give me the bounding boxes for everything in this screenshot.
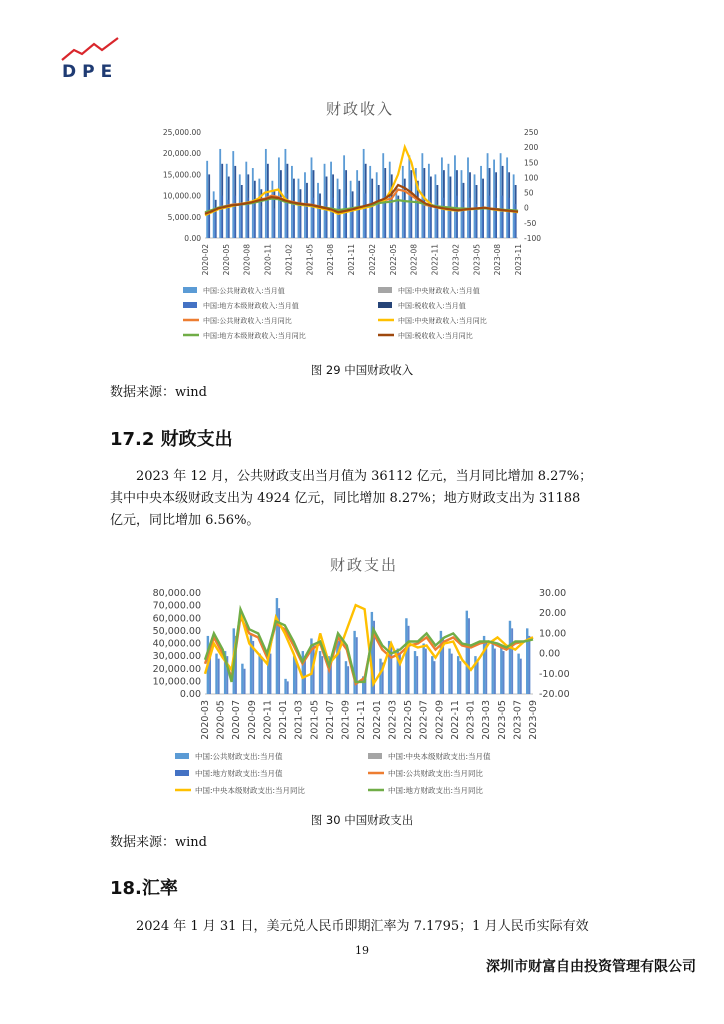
bar bbox=[491, 644, 493, 695]
bar bbox=[226, 164, 228, 238]
x-tick-label: 2023-08 bbox=[493, 243, 503, 276]
y2-tick-label: 50 bbox=[524, 188, 534, 198]
legend-swatch bbox=[183, 302, 197, 308]
legend-label: 中国:公共财政收入:当月同比 bbox=[203, 317, 292, 325]
bar bbox=[506, 157, 508, 238]
bar bbox=[343, 155, 345, 238]
bar bbox=[345, 196, 346, 238]
bar bbox=[422, 644, 424, 695]
y-tick-label: 60,000.00 bbox=[152, 613, 201, 625]
y2-tick-label: 150 bbox=[524, 158, 539, 168]
bar bbox=[456, 196, 457, 238]
bar bbox=[431, 656, 433, 694]
bar bbox=[483, 636, 485, 694]
bar bbox=[273, 208, 274, 238]
bar bbox=[218, 659, 220, 694]
bar bbox=[379, 659, 381, 694]
bar bbox=[405, 618, 407, 694]
x-tick-label: 2020-09 bbox=[246, 700, 258, 740]
legend-swatch bbox=[175, 753, 189, 759]
bar bbox=[365, 193, 366, 238]
section-17-2-heading: 17.2 财政支出 bbox=[110, 429, 233, 450]
bar bbox=[441, 157, 443, 238]
bar bbox=[425, 649, 427, 694]
fiscal-revenue-chart bbox=[0, 120, 724, 350]
legend-label: 中国:中央财政收入:当月值 bbox=[398, 287, 480, 295]
bar bbox=[378, 204, 379, 238]
bar bbox=[319, 208, 320, 238]
bar bbox=[449, 200, 450, 238]
bar bbox=[391, 200, 392, 238]
bar bbox=[416, 656, 418, 694]
y-tick-label: 20,000.00 bbox=[162, 149, 201, 159]
bar bbox=[500, 153, 502, 238]
x-tick-label: 2021-02 bbox=[284, 244, 294, 276]
bar bbox=[208, 200, 209, 238]
x-tick-label: 2021-01 bbox=[278, 700, 290, 740]
chart1-source: 数据来源：wind bbox=[110, 385, 207, 400]
bar bbox=[276, 598, 278, 694]
legend-label: 中国:公共财政支出:当月值 bbox=[195, 752, 283, 761]
bar bbox=[284, 679, 286, 694]
y-tick-label: 5,000.00 bbox=[167, 212, 201, 222]
bar bbox=[363, 149, 365, 238]
chart2-source: 数据来源：wind bbox=[110, 835, 207, 850]
bar bbox=[382, 153, 384, 238]
legend-label: 中国:公共财政支出:当月同比 bbox=[388, 769, 484, 778]
bar bbox=[258, 179, 260, 238]
bar bbox=[513, 174, 515, 238]
y-tick-label: 0.00 bbox=[184, 234, 201, 243]
x-tick-label: 2023-11 bbox=[514, 244, 523, 276]
bar bbox=[433, 661, 435, 694]
x-tick-label: 2023-03 bbox=[481, 700, 493, 740]
y-tick-label: 25,000.00 bbox=[162, 128, 201, 137]
y-tick-label: 70,000.00 bbox=[152, 600, 201, 612]
bar bbox=[245, 162, 247, 238]
legend-label: 中国:地方本级财政收入:当月值 bbox=[203, 302, 299, 310]
bar bbox=[526, 628, 528, 694]
y-tick-label: 15,000.00 bbox=[162, 170, 201, 180]
bar bbox=[477, 661, 479, 694]
bar bbox=[319, 651, 321, 694]
bar bbox=[356, 637, 358, 694]
bar bbox=[457, 656, 459, 694]
bar bbox=[493, 160, 495, 238]
bar bbox=[369, 166, 371, 238]
bar bbox=[508, 198, 509, 238]
para-line-2: 其中中央本级财政支出为 4924 亿元，同比增加 8.27%；地方财政支出为 31188 bbox=[110, 491, 581, 506]
bar bbox=[509, 621, 511, 694]
x-tick-label: 2022-11 bbox=[430, 244, 440, 276]
legend-swatch bbox=[183, 287, 197, 293]
bar bbox=[345, 661, 347, 694]
bar bbox=[298, 179, 300, 238]
chart2-title: 财政支出 bbox=[330, 556, 399, 574]
bar bbox=[311, 157, 313, 238]
bar bbox=[232, 151, 234, 238]
chart2-caption: 图 30 中国财政支出 bbox=[310, 813, 414, 827]
y2-tick-label: -10.00 bbox=[539, 668, 570, 680]
y2-tick-label: 0.00 bbox=[539, 648, 561, 660]
bar bbox=[488, 196, 489, 238]
bar bbox=[293, 202, 294, 238]
bar bbox=[215, 210, 216, 238]
page-number: 19 bbox=[355, 944, 369, 957]
chart1-caption: 图 29 中国财政收入 bbox=[310, 363, 414, 377]
legend-label: 中国:地方财政支出:当月同比 bbox=[388, 786, 484, 795]
legend-label: 中国:税收收入:当月同比 bbox=[398, 332, 473, 340]
bar bbox=[260, 206, 261, 238]
bar bbox=[280, 198, 281, 238]
bar bbox=[241, 204, 242, 238]
bar bbox=[500, 646, 502, 694]
y2-tick-label: -50 bbox=[524, 218, 537, 228]
section-17-2-paragraph bbox=[110, 466, 620, 532]
y2-tick-label: 200 bbox=[524, 143, 539, 153]
legend-swatch bbox=[175, 770, 189, 776]
x-tick-label: 2023-02 bbox=[451, 244, 461, 276]
x-tick-label: 2021-11 bbox=[356, 700, 368, 740]
x-tick-label: 2021-11 bbox=[347, 244, 357, 276]
bar bbox=[332, 198, 333, 238]
y2-tick-label: 0 bbox=[524, 203, 529, 213]
bar bbox=[448, 164, 450, 238]
bar bbox=[436, 204, 437, 238]
x-tick-label: 2020-05 bbox=[215, 700, 227, 740]
bar bbox=[517, 654, 519, 694]
x-tick-label: 2022-07 bbox=[418, 700, 430, 740]
bar bbox=[337, 179, 339, 238]
bar bbox=[241, 664, 243, 694]
bar bbox=[459, 661, 461, 694]
bar bbox=[293, 656, 295, 694]
y-tick-label: 50,000.00 bbox=[152, 625, 201, 637]
x-tick-label: 2020-03 bbox=[200, 700, 211, 740]
x-tick-label: 2023-01 bbox=[465, 700, 477, 740]
bar bbox=[469, 198, 470, 238]
bar bbox=[408, 626, 410, 694]
bar bbox=[261, 659, 263, 694]
legend-label: 中国:公共财政收入:当月值 bbox=[203, 287, 285, 295]
x-tick-label: 2022-11 bbox=[449, 700, 461, 740]
bar bbox=[503, 651, 505, 694]
bar bbox=[511, 628, 513, 694]
bar bbox=[408, 155, 410, 238]
bar bbox=[219, 149, 221, 238]
y2-tick-label: 100 bbox=[524, 173, 539, 183]
bar bbox=[215, 654, 217, 694]
bar bbox=[417, 202, 418, 238]
bar bbox=[502, 196, 503, 238]
bar bbox=[461, 170, 463, 238]
legend-label: 中国:中央本级财政支出:当月值 bbox=[388, 752, 491, 761]
y-tick-label: 10,000.00 bbox=[162, 191, 201, 201]
bar bbox=[397, 210, 398, 238]
x-tick-label: 2022-09 bbox=[434, 700, 446, 740]
legend-swatch bbox=[378, 302, 392, 308]
bar bbox=[462, 202, 463, 238]
x-tick-label: 2022-05 bbox=[403, 700, 415, 740]
bar bbox=[330, 162, 332, 238]
bar bbox=[468, 618, 470, 694]
legend-label: 中国:中央财政收入:当月同比 bbox=[398, 317, 487, 325]
bar bbox=[443, 198, 444, 238]
x-tick-label: 2020-11 bbox=[262, 700, 274, 740]
x-tick-label: 2022-03 bbox=[387, 700, 399, 740]
x-tick-label: 2020-07 bbox=[231, 700, 243, 740]
x-tick-label: 2022-01 bbox=[371, 700, 383, 740]
x-tick-label: 2020-08 bbox=[242, 244, 252, 276]
bar bbox=[454, 155, 456, 238]
bar bbox=[480, 166, 482, 238]
para-line-1: 2023 年 12 月，公共财政支出当月值为 36112 亿元，当月同比增加 8.27%； bbox=[136, 469, 593, 484]
bar bbox=[414, 651, 416, 694]
bar bbox=[451, 654, 453, 694]
x-tick-label: 2023-07 bbox=[512, 700, 524, 740]
footer-company: 深圳市财富自由投资管理有限公司 bbox=[486, 959, 696, 975]
y2-tick-label: -20.00 bbox=[539, 689, 570, 700]
bar bbox=[448, 649, 450, 694]
bar bbox=[404, 200, 405, 238]
x-tick-label: 2020-05 bbox=[221, 244, 231, 276]
y2-tick-label: 250 bbox=[524, 128, 539, 137]
legend-label: 中国:税收收入:当月值 bbox=[398, 302, 466, 310]
y2-tick-label: 30.00 bbox=[539, 588, 567, 599]
bar bbox=[482, 200, 483, 238]
bar bbox=[239, 174, 241, 238]
bar bbox=[306, 204, 307, 238]
bar bbox=[356, 170, 358, 238]
legend-swatch bbox=[378, 287, 392, 293]
y-tick-label: 40,000.00 bbox=[152, 638, 201, 650]
bar bbox=[317, 183, 319, 238]
bar bbox=[347, 666, 349, 694]
x-tick-label: 2023-05 bbox=[472, 244, 482, 276]
bar bbox=[312, 198, 313, 238]
x-tick-label: 2020-02 bbox=[201, 244, 210, 276]
y2-tick-label: -100 bbox=[524, 234, 542, 243]
x-tick-label: 2021-07 bbox=[324, 700, 336, 740]
x-tick-label: 2021-09 bbox=[340, 700, 352, 740]
chart1-title: 财政收入 bbox=[326, 100, 395, 118]
x-tick-label: 2021-05 bbox=[305, 244, 315, 276]
bar bbox=[271, 181, 273, 238]
bar bbox=[258, 654, 260, 694]
y-tick-label: 30,000.00 bbox=[152, 651, 201, 663]
bar bbox=[494, 649, 496, 694]
bar bbox=[515, 204, 516, 238]
y-tick-label: 10,000.00 bbox=[152, 676, 201, 688]
bar bbox=[467, 157, 469, 238]
section-18-heading: 18.汇率 bbox=[110, 878, 178, 899]
legend-label: 中国:地方财政支出:当月值 bbox=[195, 769, 283, 778]
bar bbox=[254, 202, 255, 238]
bar bbox=[206, 161, 208, 238]
y-tick-label: 80,000.00 bbox=[152, 588, 201, 599]
bar bbox=[244, 669, 246, 694]
y-tick-label: 20,000.00 bbox=[152, 663, 201, 675]
legend-label: 中国:地方本级财政收入:当月同比 bbox=[203, 332, 306, 340]
x-tick-label: 2022-02 bbox=[367, 244, 377, 276]
x-tick-label: 2020-11 bbox=[263, 244, 273, 276]
dpe-logo-text: DPE bbox=[62, 62, 119, 82]
bar bbox=[287, 681, 289, 694]
bar bbox=[325, 200, 326, 238]
bar bbox=[466, 611, 468, 694]
bar bbox=[487, 153, 489, 238]
x-tick-label: 2023-05 bbox=[496, 700, 508, 740]
para-line-3: 亿元，同比增加 6.56%。 bbox=[110, 513, 260, 528]
bar bbox=[234, 196, 235, 238]
y2-tick-label: 20.00 bbox=[539, 608, 567, 620]
bar bbox=[269, 654, 271, 694]
bar bbox=[321, 656, 323, 694]
bar bbox=[285, 149, 287, 238]
bar bbox=[495, 198, 496, 238]
legend-label: 中国:中央本级财政支出:当月同比 bbox=[195, 786, 306, 795]
section-18-paragraph: 2024 年 1 月 31 日，美元兑人民币即期汇率为 7.1795；1 月人民币实际有效 bbox=[136, 919, 589, 934]
x-tick-label: 2021-05 bbox=[309, 700, 321, 740]
legend-swatch bbox=[368, 753, 382, 759]
x-tick-label: 2021-03 bbox=[293, 700, 305, 740]
bar bbox=[528, 636, 530, 694]
x-tick-label: 2021-08 bbox=[326, 244, 336, 276]
bar bbox=[299, 206, 300, 238]
bar bbox=[352, 208, 353, 238]
y-tick-label: 0.00 bbox=[179, 689, 201, 700]
bar bbox=[520, 659, 522, 694]
bar bbox=[474, 174, 476, 238]
y2-tick-label: 10.00 bbox=[539, 628, 567, 640]
x-tick-label: 2022-05 bbox=[388, 244, 398, 276]
bar bbox=[213, 191, 215, 238]
bar bbox=[221, 196, 222, 238]
bar bbox=[324, 164, 326, 238]
fiscal-expenditure-chart bbox=[0, 578, 724, 808]
x-tick-label: 2023-09 bbox=[528, 700, 539, 740]
x-tick-label: 2022-08 bbox=[409, 244, 419, 276]
